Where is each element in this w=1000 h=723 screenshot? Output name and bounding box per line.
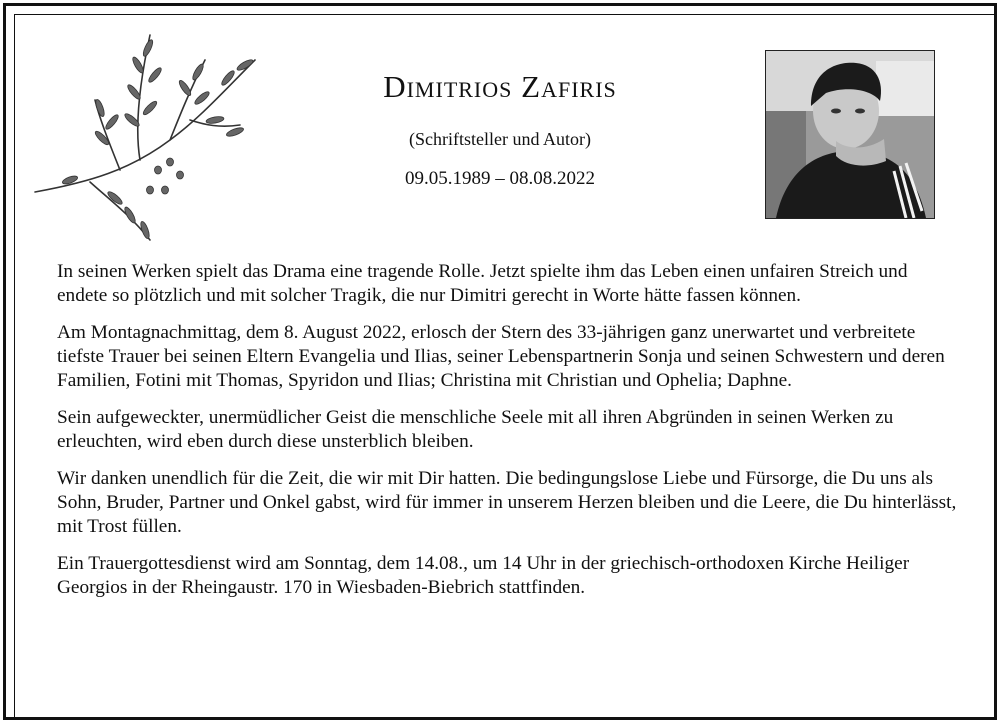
- life-dates: 09.05.1989 – 08.08.2022: [405, 168, 595, 190]
- portrait-photo: [765, 50, 935, 219]
- paragraph: Wir danken unendlich für die Zeit, die wir mit Dir hatten. Die bedingungslose Liebe und Fürsorge, die Du uns als Sohn, Bruder, Partner und Onkel gabst, wird für immer in unserem Herzen bleiben und die Leere, die Du hinterlässt, mit Trost füllen.: [57, 468, 957, 537]
- profession: (Schriftsteller und Autor): [409, 129, 591, 150]
- olive-branch-icon: [30, 20, 265, 250]
- paragraph: Am Montagnachmittag, dem 8. August 2022, erlosch der Stern des 33-jährigen ganz unerwartet und verbreitete tiefste Trauer bei seinen Eltern Evangelia und Ilias, seiner Lebenspartnerin Sonja und seinen Schwestern und deren Familien, Fotini mit Thomas, Spyridon und Ilias; Christina mit Christian und Ophelia; Daphne.: [57, 322, 945, 391]
- deceased-name: Dimitrios Zafiris: [383, 69, 617, 104]
- notice-header: [270, 68, 730, 190]
- paragraph: Sein aufgeweckter, unermüdlicher Geist die menschliche Seele mit all ihren Abgründen in seinen Werken zu erleuchten, wird eben durch diese unsterblich bleiben.: [57, 407, 894, 452]
- paragraph: Ein Trauergottesdienst wird am Sonntag, dem 14.08., um 14 Uhr in der griechisch-orthodoxen Kirche Heiliger Georgios in der Rheingaustr. 170 in Wiesbaden-Biebrich stattfinden.: [57, 553, 910, 598]
- notice-body: [57, 260, 957, 613]
- paragraph: In seinen Werken spielt das Drama eine tragende Rolle. Jetzt spielte ihm das Leben einen unfairen Streich und endete so plötzlich und mit solcher Tragik, die nur Dimitri gerecht in Worte hätte fassen können.: [57, 261, 908, 306]
